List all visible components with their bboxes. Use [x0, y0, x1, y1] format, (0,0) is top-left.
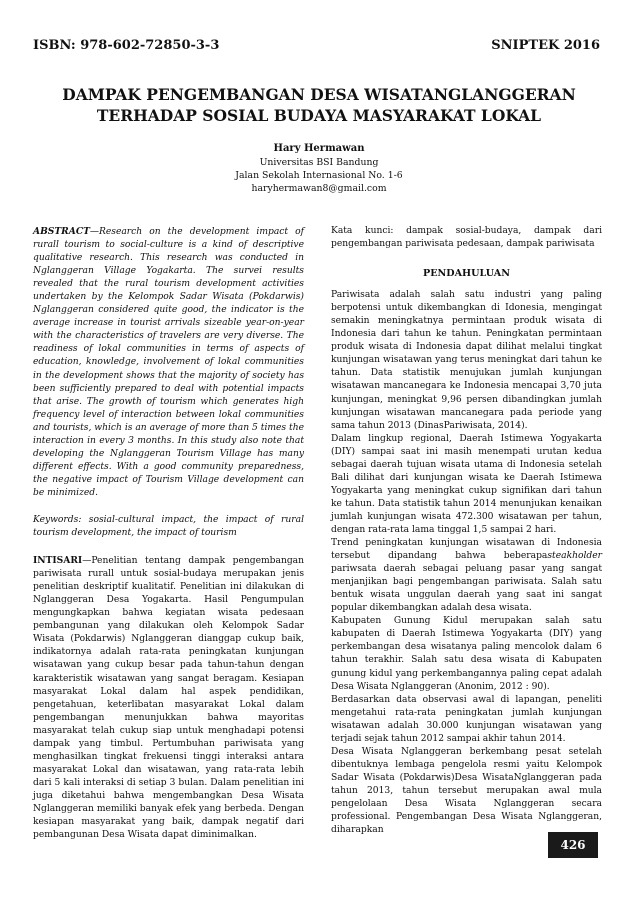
kata-kunci: Kata kunci: dampak sosial-budaya, dampak dari pengembangan pariwisata pedesaan, dampak pariwisata [331, 226, 602, 250]
page-number: 426 [548, 832, 598, 858]
title-line-2: TERHADAP SOSIAL BUDAYA MASYARAKAT LOKAL [96, 106, 542, 125]
title-line-1: DAMPAK PENGEMBANGAN DESA WISATANGLANGGERAN [62, 85, 576, 104]
intisari-text: —Penelitian tentang dampak pengembangan pariwisata rurall untuk sosial-budaya merupakan jenis penelitian deskriptif kualitatif. Penelitian ini dilakukan di Nglanggeran Desa Yogakarta. Hasil Pengumpulan mengungkapkan bahwa kegiatan wisata pedesaan pembangunan yang dilakukan oleh Kelompok Sadar Wisata (Pokdarwis) Nglanggeran dianggap cukup baik, indikatornya adalah rata-rata peningkatan kunjungan wisatawan yang cukup besar pada tahun-tahun dengan karakteristik wisatawan yang sangat beragam. Kesiapan masyarakat Lokal dalam hal aspek pendidikan, pengetahuan, keterlibatan masyarakat Lokal dalam pengembangan menunjukkan bahwa mayoritas masyarakat telah cukup siap untuk menghadapi potensi dampak yang timbul. Pertumbuhan pariwisata yang menghasilkan tingkat frekuensi tinggi interaksi antara masyarakat Lokal dan wisatawan, yang rata-rata lebih dari 5 kali interaksi di setiap 3 bulan. Dalam penelitian ini juga diketahui bahwa mengembangkan Desa Wisata Nglanggeran memiliki banyak efek yang berbeda. Dengan kesiapan masyarakat yang baik, dampak negatif dari pembangunan Desa Wisata dapat diminimalkan. [33, 556, 304, 841]
paragraph-1: Pariwisata adalah salah satu industri yang paling berpotensi untuk dikembangkan di Idonesia, mengingat semakin meningkatnya permintaan produk wisata di Indonesia dari tahun ke tahun. Peningkatan permintaan produk wisata di Indonesia dapat dilihat melalui tingkat kunjungan wisatawan yang terus meningkat dari tahun ke tahun. Data statistik menujukan jumlah kunjungan wisatawan mancanegara ke Indonesia mencapai 3,70 juta kunjungan, meningkat 9,96 persen dibandingkan jumlah kunjungan wisatawan mancanegara pada periode yang sama tahun 2013 (DinasPariwisata, 2014). [331, 290, 602, 431]
intisari-paragraph [33, 554, 304, 842]
abstract-label: ABSTRACT [33, 226, 90, 237]
right-column [331, 225, 602, 837]
author-name: Hary Hermawan [273, 143, 365, 154]
paragraph-5: Berdasarkan data observasi awal di lapangan, peneliti mengetahui rata-rata peningkatan jumlah kunjungan wisatawan adalah 30.000 kunjungan wisatawan yang terjadi sejak tahun 2012 sampai akhir tahun 2014. [331, 694, 602, 744]
paragraph-3-text-cont: pariwsata daerah sebagai peluang pasar yang sangat menjanjikan bagi pengembangan pariwisata. Salah satu bentuk wisata unggulan daerah yang saat ini sangat popular dikembangkan adalah desa wisata. [331, 564, 602, 614]
left-column [33, 225, 304, 842]
paragraph-4: Kabupaten Gunung Kidul merupakan salah satu kabupaten di Daerah Istimewa Yogyakarta (DIY) yang perkembangan desa wisatanya paling mencolok dalam 6 tahun terakhir. Salah satu desa wisata di Kabupaten gunung kidul yang perkembangannya paling cepat adalah Desa Wisata Nglanggeran (Anonim, 2012 : 90). [331, 616, 602, 692]
abstract-paragraph [33, 225, 304, 500]
isbn-header: ISBN: 978-602-72850-3-3 [33, 38, 220, 53]
paper-title [40, 84, 598, 126]
paragraph-3 [331, 537, 602, 615]
section-heading-pendahuluan: PENDAHULUAN [423, 268, 510, 280]
author-email: haryhermawan8@gmail.com [251, 183, 387, 194]
author-address: Jalan Sekolah Internasional No. 1-6 [235, 170, 403, 181]
paragraph-6: Desa Wisata Nglanggeran berkembang pesat setelah dibentuknya lembaga pengelola resmi yaitu Kelompok Sadar Wisata (Pokdarwis)Desa WisataNglanggeran pada tahun 2013, tahun tersebut merupakan awal mula pengelolaan Desa Wisata Nglanggeran secara professional. Pengembangan Desa Wisata Nglanggeran, diharapkan [331, 746, 602, 836]
intisari-label: INTISARI [33, 555, 83, 567]
paragraph-2: Dalam lingkup regional, Daerah Istimewa Yogyakarta (DIY) sampai saat ini masih menempati urutan kedua sebagai daerah tujuan wisata utama di Indonesia setelah Bali dilihat dari kunjungan wisata ke Daerah Istimewa Yogyakarta yang meningkat cukup signifikan dari tahun ke tahun. Data statistik tahun 2014 menunjukan kenaikan jumlah kunjungan wisata 472.300 wisatawan per tahun, dengan rata-rata lama tinggal 1,5 sampai 2 hari. [331, 433, 602, 535]
paragraph-3-italic: steakholder [547, 551, 602, 562]
paragraph-3-text: Trend peningkatan kunjungan wisatawan di Indonesia tersebut dipandang bahwa beberapa [331, 538, 602, 562]
abstract-keywords: Keywords: sosial-cultural impact, the impact of rural tourism development, the impact of tourism [33, 514, 304, 539]
abstract-text: —Research on the development impact of rurall tourism to social-culture is a kind of descriptive qualitative research. This research was conducted in Nglanggeran Village Yogakarta. The survei results revealed that the rural tourism development activities undertaken by the Kelompok Sadar Wisata (Pokdarwis) Nglanggeran considered quite good, the indicator is the average increase in tourist arrivals sizeable year-on-year with the characteristics of travelers are very diverse. The readiness of lokal communities in terms of aspects of education, knowledge, involvement of lokal communities in the development shows that the majority of society has been sufficiently prepared to deal with potential impacts that arise. The growth of tourism which generates high frequency level of interaction between lokal communities and tourists, which is an average of more than 5 times the interaction in every 3 months. In this study also note that developing the Nglanggeran Tourism Village has many different effects. With a good community preparedness, the negative impact of Tourism Village development can be minimized. [33, 227, 304, 498]
author-affiliation: Universitas BSI Bandung [259, 157, 379, 168]
conference-header: SNIPTEK 2016 [491, 38, 600, 53]
